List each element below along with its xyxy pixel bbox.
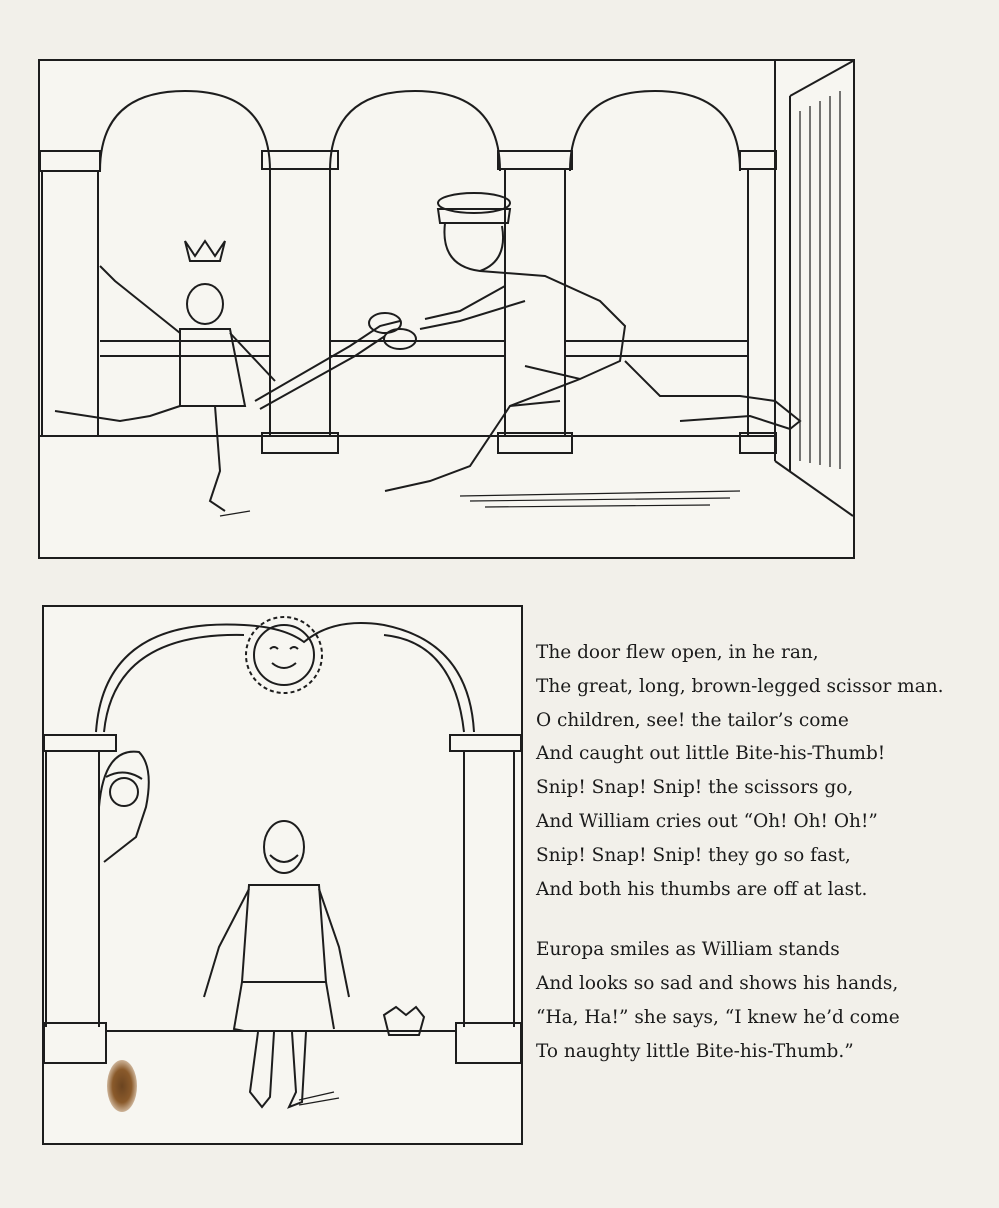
- poem-line: And caught out little Bite-his-Thumb!: [536, 743, 886, 765]
- poem-line: O children, see! the tailor’s come: [536, 709, 849, 731]
- poem-line: Snip! Snap! Snip! they go so fast,: [536, 844, 851, 866]
- poem-line: And William cries out “Oh! Oh! Oh!”: [536, 810, 878, 832]
- poem-line: Europa smiles as William stands: [536, 939, 840, 961]
- poem-line: The door flew open, in he ran,: [536, 642, 819, 663]
- stanza-2: [536, 933, 976, 1068]
- paper-stain: [107, 1060, 137, 1112]
- poem-line: “Ha, Ha!” she says, “I knew he’d come: [536, 1006, 900, 1028]
- poem-line: And looks so sad and shows his hands,: [536, 973, 899, 995]
- poem-line: Snip! Snap! Snip! the scissors go,: [536, 777, 854, 799]
- arcade-scene-drawing: [40, 61, 853, 557]
- poem: [536, 636, 976, 1069]
- poem-line: And both his thumbs are off at last.: [536, 878, 868, 900]
- illustration-top: [38, 59, 855, 559]
- poem-line: To naughty little Bite-his-Thumb.”: [536, 1040, 854, 1062]
- stanza-1: [536, 636, 976, 906]
- poem-line: The great, long, brown-legged scissor man.: [536, 675, 944, 697]
